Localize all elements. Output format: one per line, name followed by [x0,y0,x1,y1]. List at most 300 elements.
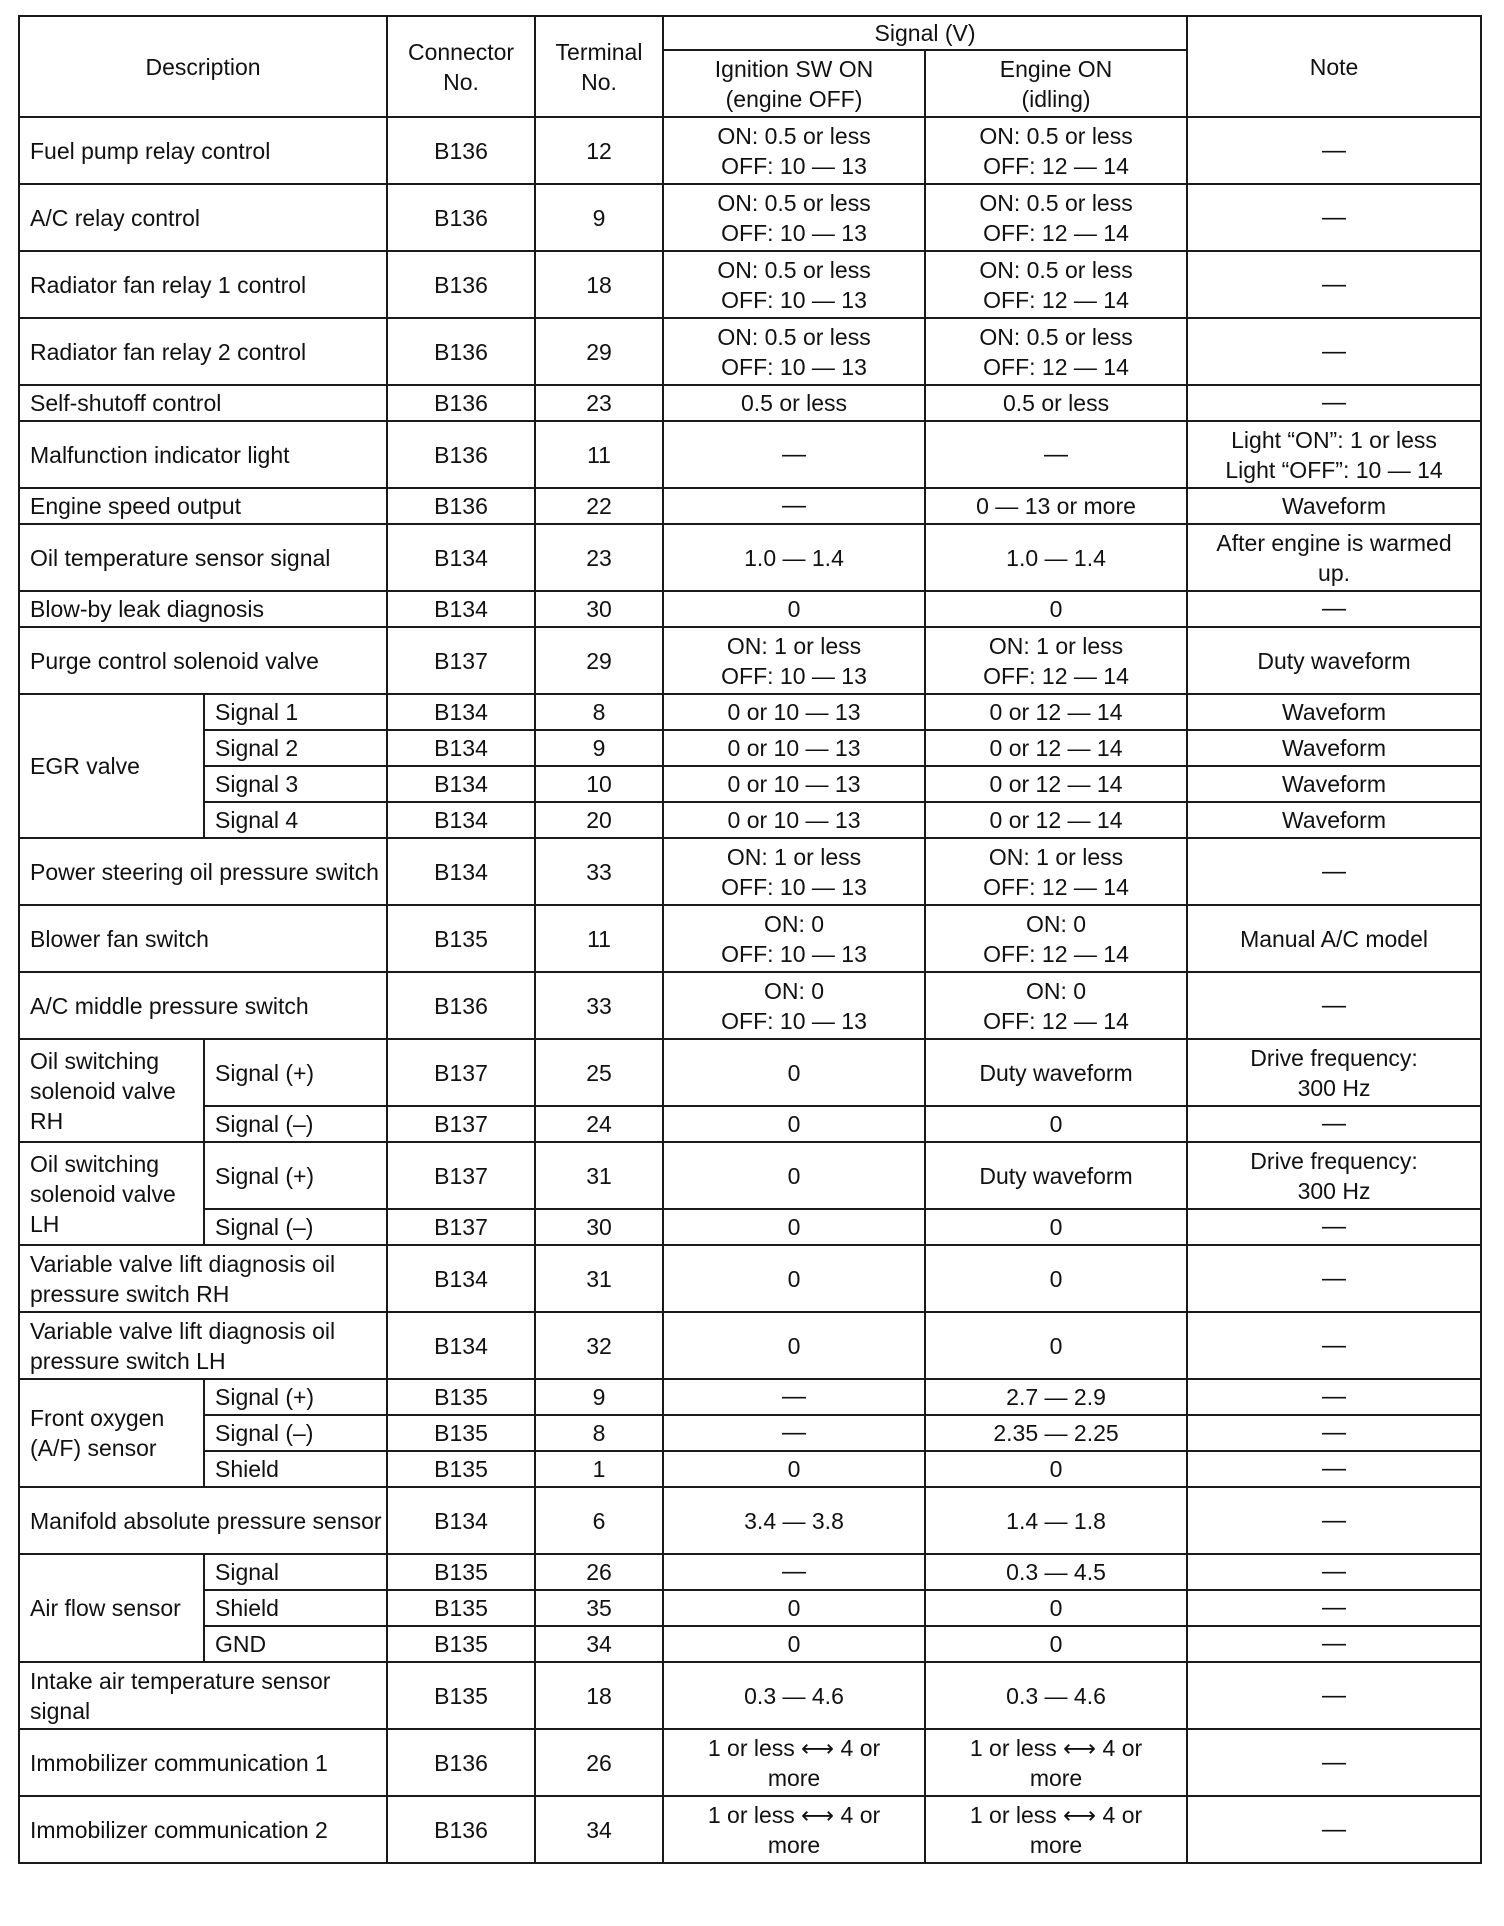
note-cell [1187,1796,1481,1863]
note-cell [1187,694,1481,730]
note-line: — [1322,1110,1347,1137]
ignition-signal-cell [663,385,925,421]
terminal-cell: 30 [535,1209,663,1245]
description-cell: Air flow sensor [19,1554,204,1662]
note-line: 300 Hz [1297,1177,1371,1204]
note-cell [1187,1590,1481,1626]
ignition-signal-cell [663,184,925,251]
note-line: — [1322,1383,1347,1410]
header-engine: Engine ON (idling) [925,50,1187,117]
table-row [19,730,1481,766]
engine-signal-line: 0.3 — 4.5 [1006,1559,1106,1585]
engine-signal-cell [925,488,1187,524]
engine-signal-line: 0 or 12 — 14 [989,807,1123,833]
note-line: Waveform [1282,735,1386,761]
ecm-signal-table [18,15,1482,1864]
ignition-signal-line: more [767,1764,821,1791]
note-cell [1187,251,1481,318]
sub-item-cell: Signal 2 [204,730,387,766]
ignition-signal-line: ON: 1 or less [726,632,862,659]
note-line: 300 Hz [1297,1074,1371,1101]
ignition-signal-line: OFF: 10 — 13 [721,219,867,246]
terminal-cell: 23 [535,524,663,591]
terminal-cell: 12 [535,117,663,184]
terminal-cell: 23 [535,385,663,421]
ignition-signal-cell [663,1451,925,1487]
signal-table-sheet [18,15,1480,1910]
note-line: — [1322,857,1347,885]
connector-cell: B136 [387,421,535,488]
sub-item-cell: Shield [204,1451,387,1487]
sub-item-cell: Signal 1 [204,694,387,730]
terminal-cell: 10 [535,766,663,802]
ignition-signal-line: 0 or 10 — 13 [727,771,861,797]
engine-signal-line: 0 or 12 — 14 [989,771,1123,797]
description-cell: Variable valve lift diagnosis oil pressure switch LH [19,1312,387,1379]
description-cell: Engine speed output [19,488,387,524]
note-line: Waveform [1282,699,1386,725]
terminal-cell: 11 [535,905,663,972]
note-line: — [1322,270,1347,298]
ignition-signal-line: 1.0 — 1.4 [744,544,844,571]
description-cell: Variable valve lift diagnosis oil pressure switch RH [19,1245,387,1312]
connector-cell: B135 [387,1451,535,1487]
note-line: — [1322,203,1347,231]
sub-item-cell: Signal (+) [204,1039,387,1106]
engine-signal-line: 0.5 or less [1002,390,1110,416]
engine-signal-line: 0 [1049,1214,1063,1240]
table-row [19,1415,1481,1451]
engine-signal-cell [925,1451,1187,1487]
terminal-cell: 31 [535,1245,663,1312]
note-cell [1187,1554,1481,1590]
engine-signal-line: ON: 0.5 or less [979,122,1133,149]
ignition-signal-cell [663,1415,925,1451]
description-cell: Oil switching solenoid valve RH [19,1039,204,1142]
ignition-signal-line: OFF: 10 — 13 [721,152,867,179]
connector-cell: B135 [387,1590,535,1626]
engine-signal-line: — [1044,440,1069,468]
ignition-signal-cell [663,766,925,802]
engine-signal-line: ON: 1 or less [988,843,1124,870]
table-row [19,1039,1481,1106]
description-cell: Power steering oil pressure switch [19,838,387,905]
terminal-cell: 32 [535,1312,663,1379]
engine-signal-line: more [1029,1764,1083,1791]
engine-signal-cell [925,1312,1187,1379]
ignition-signal-cell [663,1729,925,1796]
sub-item-cell: Signal (–) [204,1209,387,1245]
engine-signal-cell [925,1796,1187,1863]
note-line: Duty waveform [1257,647,1411,674]
note-cell [1187,802,1481,838]
table-row [19,385,1481,421]
note-line: — [1322,1331,1347,1359]
ignition-signal-cell [663,730,925,766]
note-cell [1187,972,1481,1039]
terminal-cell: 11 [535,421,663,488]
sub-item-cell: GND [204,1626,387,1662]
connector-cell: B136 [387,1729,535,1796]
table-row [19,1142,1481,1209]
engine-signal-cell [925,1729,1187,1796]
ignition-signal-cell [663,1662,925,1729]
engine-signal-line: ON: 0.5 or less [979,256,1133,283]
ignition-signal-line: 1 or less ⟷ 4 or [707,1734,881,1761]
note-cell [1187,1662,1481,1729]
ignition-signal-line: 0 [787,1595,801,1621]
description-cell: Purge control solenoid valve [19,627,387,694]
engine-signal-cell [925,318,1187,385]
note-line: — [1322,991,1347,1019]
connector-cell: B136 [387,1796,535,1863]
table-row [19,1796,1481,1863]
table-row [19,627,1481,694]
ignition-signal-cell [663,694,925,730]
note-line: Waveform [1282,493,1386,519]
ignition-signal-line: 0 [787,1059,801,1086]
engine-signal-line: OFF: 12 — 14 [983,353,1129,380]
header-connector: Connector No. [387,16,535,117]
engine-signal-cell [925,694,1187,730]
ignition-signal-line: — [782,1419,807,1446]
table-row [19,838,1481,905]
ignition-signal-cell [663,1039,925,1106]
terminal-cell: 20 [535,802,663,838]
connector-cell: B134 [387,591,535,627]
ignition-signal-line: 0 [787,1631,801,1657]
table-row [19,1554,1481,1590]
sub-item-cell: Signal (+) [204,1142,387,1209]
ignition-signal-line: OFF: 10 — 13 [721,353,867,380]
engine-signal-cell [925,1106,1187,1142]
terminal-cell: 33 [535,838,663,905]
note-line: up. [1318,559,1351,586]
connector-cell: B135 [387,1662,535,1729]
ignition-signal-line: OFF: 10 — 13 [721,1007,867,1034]
description-cell: Blower fan switch [19,905,387,972]
engine-signal-cell [925,766,1187,802]
engine-signal-cell [925,1487,1187,1554]
note-cell [1187,1312,1481,1379]
engine-signal-cell [925,1626,1187,1662]
engine-signal-line: OFF: 12 — 14 [983,1007,1129,1034]
ignition-signal-cell [663,1554,925,1590]
description-cell: A/C middle pressure switch [19,972,387,1039]
ignition-signal-line: 0.3 — 4.6 [744,1682,844,1709]
terminal-cell: 9 [535,730,663,766]
sub-item-cell: Signal [204,1554,387,1590]
terminal-cell: 29 [535,318,663,385]
table-row [19,184,1481,251]
note-line: — [1322,1213,1347,1240]
engine-signal-line: ON: 1 or less [988,632,1124,659]
description-cell: Radiator fan relay 1 control [19,251,387,318]
engine-signal-line: 0 [1049,1631,1063,1657]
engine-signal-line: 0 [1049,1332,1063,1359]
engine-signal-cell [925,1662,1187,1729]
connector-cell: B135 [387,905,535,972]
table-row [19,1312,1481,1379]
engine-signal-cell [925,1142,1187,1209]
engine-signal-line: OFF: 12 — 14 [983,286,1129,313]
ignition-signal-cell [663,421,925,488]
connector-cell: B134 [387,1312,535,1379]
note-cell [1187,627,1481,694]
header-description: Description [19,16,387,117]
connector-cell: B134 [387,1245,535,1312]
engine-signal-cell [925,591,1187,627]
note-cell [1187,1142,1481,1209]
engine-signal-cell [925,730,1187,766]
ignition-signal-cell [663,972,925,1039]
connector-cell: B134 [387,802,535,838]
table-row [19,1106,1481,1142]
note-line: — [1322,1455,1347,1482]
engine-signal-line: 1.4 — 1.8 [1006,1507,1106,1534]
description-cell: Oil switching solenoid valve LH [19,1142,204,1245]
connector-cell: B134 [387,730,535,766]
terminal-cell: 34 [535,1626,663,1662]
connector-cell: B136 [387,184,535,251]
engine-signal-line: ON: 0 [1025,910,1087,937]
terminal-cell: 33 [535,972,663,1039]
note-line: — [1322,1594,1347,1621]
connector-cell: B137 [387,1106,535,1142]
connector-cell: B134 [387,524,535,591]
engine-signal-cell [925,1245,1187,1312]
note-cell [1187,184,1481,251]
sub-item-cell: Shield [204,1590,387,1626]
engine-signal-line: OFF: 12 — 14 [983,662,1129,689]
ignition-signal-line: 3.4 — 3.8 [744,1507,844,1534]
table-row [19,1451,1481,1487]
engine-signal-line: 2.35 — 2.25 [993,1420,1119,1446]
engine-signal-line: ON: 0.5 or less [979,323,1133,350]
ignition-signal-line: 0 [787,1162,801,1189]
ignition-signal-line: ON: 0.5 or less [717,122,871,149]
connector-cell: B135 [387,1415,535,1451]
terminal-cell: 18 [535,251,663,318]
note-line: After engine is warmed [1216,529,1452,556]
engine-signal-cell [925,1209,1187,1245]
table-row [19,1626,1481,1662]
engine-signal-line: 2.7 — 2.9 [1006,1384,1106,1410]
note-line: — [1322,389,1347,416]
ignition-signal-line: 0 [787,596,801,622]
ignition-signal-cell [663,1142,925,1209]
note-cell [1187,524,1481,591]
terminal-cell: 1 [535,1451,663,1487]
engine-signal-line: 1 or less ⟷ 4 or [969,1801,1143,1828]
engine-signal-line: OFF: 12 — 14 [983,940,1129,967]
ignition-signal-cell [663,838,925,905]
description-cell: Intake air temperature sensor signal [19,1662,387,1729]
note-line: — [1322,595,1347,622]
ignition-signal-line: 0 [787,1265,801,1292]
note-line: Waveform [1282,807,1386,833]
ignition-signal-line: — [782,440,807,468]
engine-signal-line: more [1029,1831,1083,1858]
engine-signal-cell [925,1590,1187,1626]
sub-item-cell: Signal (–) [204,1415,387,1451]
ignition-signal-line: more [767,1831,821,1858]
description-cell: Malfunction indicator light [19,421,387,488]
table-row [19,1662,1481,1729]
header-signal: Signal (V) [663,16,1187,50]
ignition-signal-cell [663,488,925,524]
terminal-cell: 8 [535,1415,663,1451]
table-row [19,117,1481,184]
connector-cell: B135 [387,1626,535,1662]
ignition-signal-cell [663,1626,925,1662]
connector-cell: B136 [387,318,535,385]
ignition-signal-cell [663,117,925,184]
note-line: — [1322,1506,1347,1534]
note-line: — [1322,1815,1347,1843]
table-row [19,694,1481,730]
ignition-signal-line: OFF: 10 — 13 [721,873,867,900]
table-row [19,251,1481,318]
description-cell: A/C relay control [19,184,387,251]
engine-signal-cell [925,1554,1187,1590]
note-cell [1187,838,1481,905]
table-row [19,972,1481,1039]
engine-signal-line: OFF: 12 — 14 [983,873,1129,900]
sub-item-cell: Signal 4 [204,802,387,838]
ignition-signal-line: 1 or less ⟷ 4 or [707,1801,881,1828]
terminal-cell: 26 [535,1554,663,1590]
ignition-signal-line: 0 [787,1214,801,1240]
table-row [19,318,1481,385]
note-line: Light “OFF”: 10 — 14 [1225,456,1443,483]
engine-signal-line: 0 — 13 or more [976,493,1136,519]
terminal-cell: 35 [535,1590,663,1626]
ignition-signal-line: 0 or 10 — 13 [727,735,861,761]
ignition-signal-cell [663,627,925,694]
terminal-cell: 6 [535,1487,663,1554]
engine-signal-cell [925,905,1187,972]
table-row [19,766,1481,802]
ignition-signal-cell [663,905,925,972]
description-cell: Self-shutoff control [19,385,387,421]
engine-signal-line: 0 [1049,596,1063,622]
ignition-signal-line: ON: 0 [763,910,825,937]
table-row [19,1487,1481,1554]
note-cell [1187,117,1481,184]
connector-cell: B136 [387,385,535,421]
ignition-signal-line: 0 or 10 — 13 [727,699,861,725]
ignition-signal-line: 0 [787,1332,801,1359]
note-cell [1187,1245,1481,1312]
description-cell: Blow-by leak diagnosis [19,591,387,627]
engine-signal-cell [925,385,1187,421]
description-cell: EGR valve [19,694,204,838]
connector-cell: B136 [387,251,535,318]
ignition-signal-line: 0 [787,1456,801,1482]
connector-cell: B134 [387,766,535,802]
connector-cell: B136 [387,488,535,524]
ignition-signal-line: OFF: 10 — 13 [721,662,867,689]
note-line: — [1322,136,1347,164]
engine-signal-cell [925,1379,1187,1415]
note-line: — [1322,1748,1347,1776]
table-row [19,905,1481,972]
terminal-cell: 22 [535,488,663,524]
terminal-cell: 34 [535,1796,663,1863]
ignition-signal-cell [663,1796,925,1863]
ignition-signal-line: 0 or 10 — 13 [727,807,861,833]
engine-signal-line: ON: 0.5 or less [979,189,1133,216]
ignition-signal-line: OFF: 10 — 13 [721,940,867,967]
ignition-signal-cell [663,1106,925,1142]
note-line: Drive frequency: [1250,1147,1418,1174]
note-cell [1187,591,1481,627]
ignition-signal-line: ON: 0.5 or less [717,323,871,350]
description-cell: Oil temperature sensor signal [19,524,387,591]
header-terminal: Terminal No. [535,16,663,117]
table-row [19,488,1481,524]
terminal-cell: 25 [535,1039,663,1106]
table-row [19,802,1481,838]
ignition-signal-cell [663,524,925,591]
description-cell: Fuel pump relay control [19,117,387,184]
table-row [19,1379,1481,1415]
note-cell [1187,385,1481,421]
connector-cell: B134 [387,838,535,905]
connector-cell: B134 [387,694,535,730]
note-line: — [1322,1558,1347,1585]
description-cell: Radiator fan relay 2 control [19,318,387,385]
ignition-signal-cell [663,1209,925,1245]
note-cell [1187,1106,1481,1142]
note-line: Manual A/C model [1240,925,1428,952]
header-note: Note [1187,16,1481,117]
engine-signal-line: ON: 0 [1025,977,1087,1004]
ignition-signal-line: ON: 0 [763,977,825,1004]
ignition-signal-line: — [782,1558,807,1585]
engine-signal-line: Duty waveform [979,1059,1133,1086]
note-line: — [1322,1419,1347,1446]
ignition-signal-line: 0.5 or less [740,390,848,416]
table-row [19,1209,1481,1245]
description-cell: Manifold absolute pressure sensor [19,1487,387,1554]
engine-signal-cell [925,972,1187,1039]
ignition-signal-cell [663,1487,925,1554]
engine-signal-line: Duty waveform [979,1162,1133,1189]
engine-signal-line: OFF: 12 — 14 [983,219,1129,246]
ignition-signal-cell [663,1590,925,1626]
note-cell [1187,1209,1481,1245]
engine-signal-line: 1 or less ⟷ 4 or [969,1734,1143,1761]
engine-signal-cell [925,421,1187,488]
engine-signal-cell [925,117,1187,184]
note-line: Drive frequency: [1250,1044,1418,1071]
engine-signal-line: 0.3 — 4.6 [1006,1682,1106,1709]
ignition-signal-line: ON: 1 or less [726,843,862,870]
ignition-signal-line: ON: 0.5 or less [717,256,871,283]
connector-cell: B136 [387,117,535,184]
ignition-signal-line: — [782,492,807,519]
note-cell [1187,1379,1481,1415]
terminal-cell: 18 [535,1662,663,1729]
engine-signal-line: 0 [1049,1265,1063,1292]
engine-signal-cell [925,251,1187,318]
note-cell [1187,1039,1481,1106]
terminal-cell: 9 [535,184,663,251]
engine-signal-cell [925,524,1187,591]
terminal-cell: 24 [535,1106,663,1142]
